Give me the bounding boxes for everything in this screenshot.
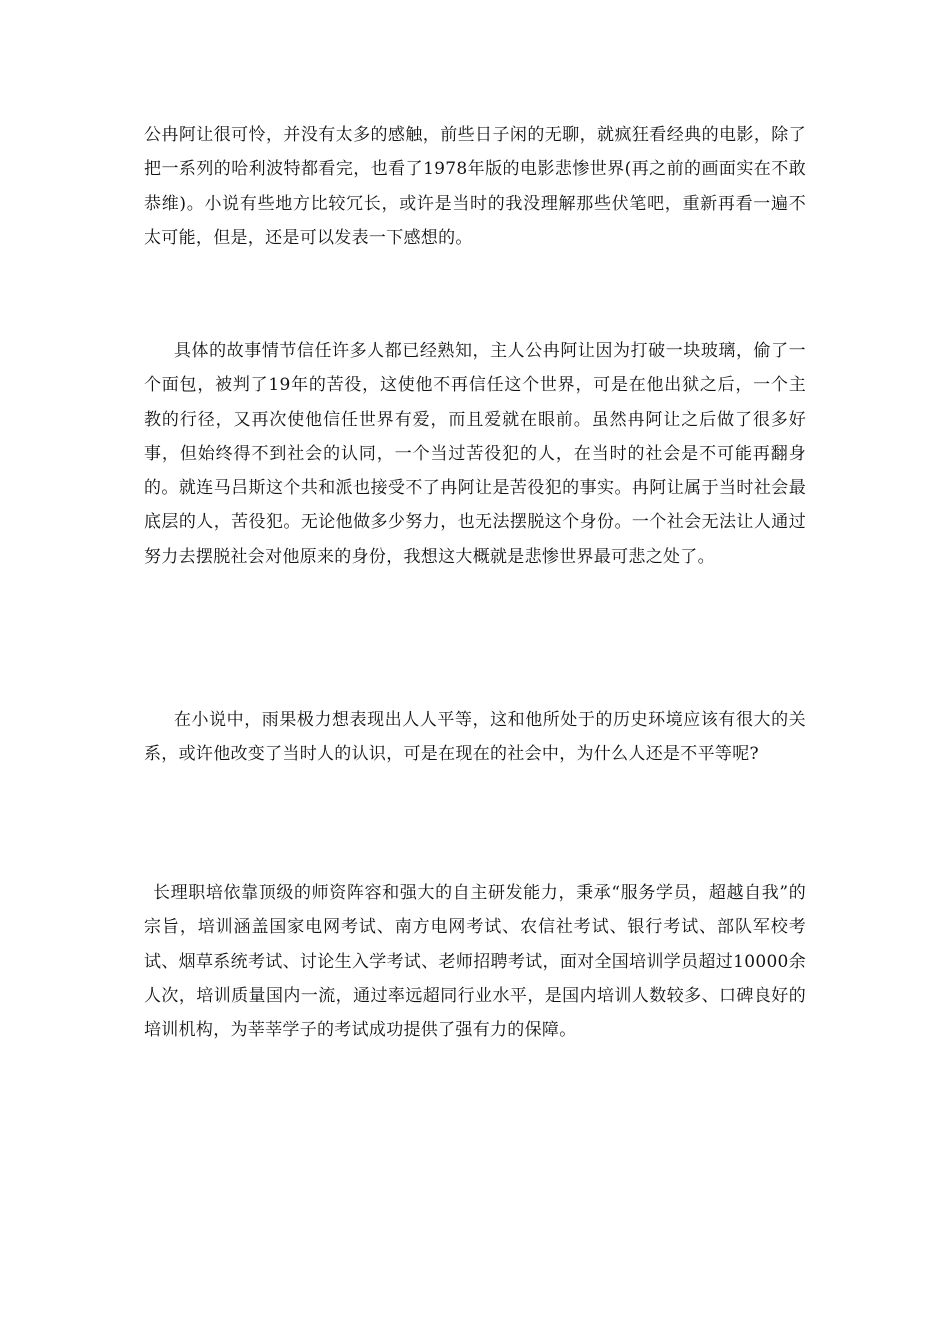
paragraph-1: 公冉阿让很可怜，并没有太多的感触，前些日子闲的无聊，就疯狂看经典的电影，除了把一系列的哈利波特都看完，也看了1978年版的电影悲惨世界(再之前的画面实在不敢恭维)。小说有些地方比较冗长，或许是当时的我没理解那些伏笔吧，重新再看一遍不太可能，但是，还是可以发表一下感想的。 xyxy=(144,125,806,248)
paragraph-4: 长理职培依靠顶级的师资阵容和强大的自主研发能力，秉承“服务学员，超越自我”的宗旨，培训涵盖国家电网考试、南方电网考试、农信社考试、银行考试、部队军校考试、烟草系统考试、讨论生入学考试、老师招聘考试，面对全国培训学员超过10000余人次，培训质量国内一流，通过率远超同行业水平，是国内培训人数较多、口碑良好的培训机构，为莘莘学子的考试成功提供了强有力的保障。 xyxy=(144,883,806,1041)
paragraph-3: 在小说中，雨果极力想表现出人人平等，这和他所处于的历史环境应该有很大的关系，或许他改变了当时人的认识，可是在现在的社会中，为什么人还是不平等呢? xyxy=(144,710,806,765)
paragraph-2: 具体的故事情节信任许多人都已经熟知，主人公冉阿让因为打破一块玻璃，偷了一个面包，被判了19年的苦役，这使他不再信任这个世界，可是在他出狱之后，一个主教的行径，又再次使他信任世界有爱，而且爱就在眼前。虽然冉阿让之后做了很多好事，但始终得不到社会的认同，一个当过苦役犯的人，在当时的社会是不可能再翻身的。就连马吕斯这个共和派也接受不了冉阿让是苦役犯的事实。冉阿让属于当时社会最底层的人，苦役犯。无论他做多少努力，也无法摆脱这个身份。一个社会无法让人通过努力去摆脱社会对他原来的身份，我想这大概就是悲惨世界最可悲之处了。 xyxy=(144,341,806,567)
